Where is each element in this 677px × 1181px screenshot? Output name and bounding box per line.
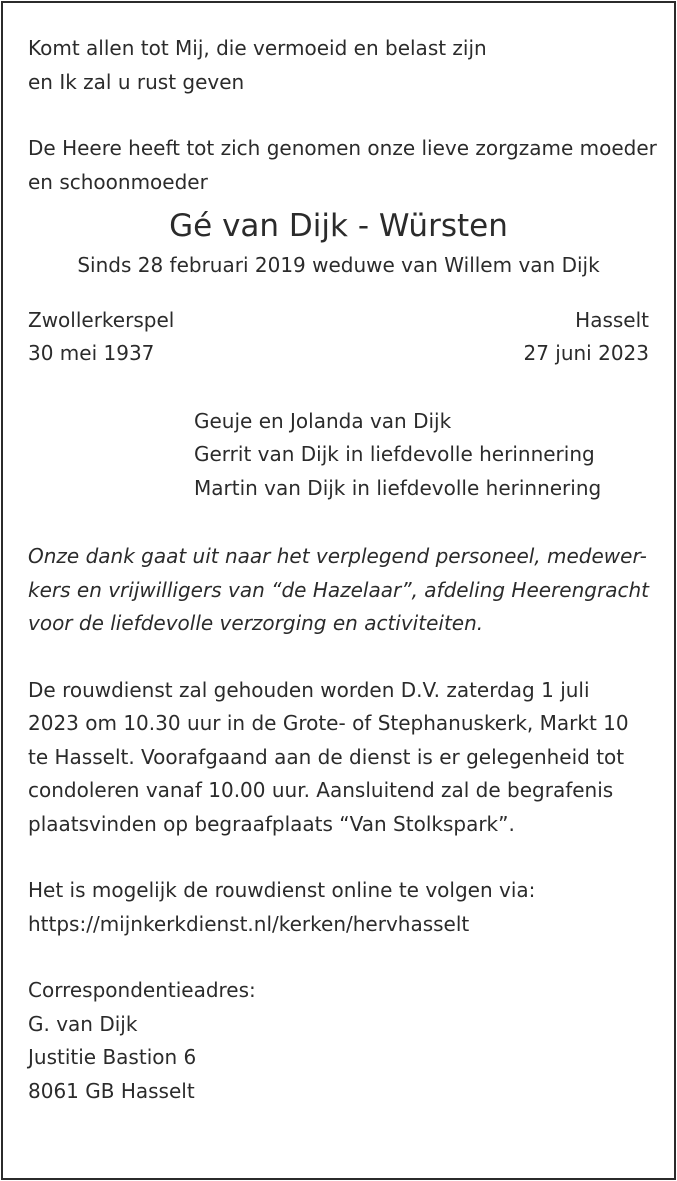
thanks-line: kers en vrijwilligers van “de Hazelaar”, afdeling Heerengracht	[28, 577, 649, 602]
bible-verse	[28, 32, 649, 99]
death-date: 27 juni 2023	[523, 341, 649, 365]
correspondence-heading: Correspondentieadres:	[28, 978, 256, 1002]
birth-date: 30 mei 1937	[28, 341, 155, 365]
announcement-line: en schoonmoeder	[28, 169, 208, 194]
widow-line: Sinds 28 februari 2019 weduwe van Willem van Dijk	[77, 253, 600, 277]
correspondence-street: Justitie Bastion 6	[28, 1045, 197, 1069]
correspondence-city: 8061 GB Hasselt	[28, 1078, 195, 1103]
deceased-name: Gé van Dijk - Würsten	[169, 208, 508, 244]
announcement	[28, 132, 657, 199]
service-line: plaatsvinden op begraafplaats “Van Stolkspark”.	[28, 811, 515, 836]
correspondence-address	[28, 974, 649, 1108]
family-member: Martin van Dijk in liefdevolle herinnering	[194, 475, 602, 500]
correspondence-name: G. van Dijk	[28, 1011, 138, 1036]
online-url: https://mijnkerkdienst.nl/kerken/hervhasselt	[28, 911, 470, 936]
obituary-content	[28, 32, 657, 1108]
birth-death-block	[28, 304, 649, 371]
service-line: De rouwdienst zal gehouden worden D.V. zaterdag 1 juli	[28, 677, 590, 702]
service-line: 2023 om 10.30 uur in de Grote- of Stephanuskerk, Markt 10	[28, 711, 629, 735]
announcement-line: De Heere heeft tot zich genomen onze lieve zorgzame moeder	[28, 136, 657, 160]
family-member: Geuje en Jolanda van Dijk	[194, 408, 452, 433]
service-line: condoleren vanaf 10.00 uur. Aansluitend zal de begrafenis	[28, 778, 614, 802]
service-paragraph	[28, 674, 649, 842]
family-member: Gerrit van Dijk in liefdevolle herinnering	[194, 442, 595, 466]
service-line: te Hasselt. Voorafgaand aan de dienst is er gelegenheid tot	[28, 744, 625, 769]
death-info	[523, 304, 649, 371]
thanks-line: voor de liefdevolle verzorging en activiteiten.	[28, 611, 484, 635]
birth-info	[28, 304, 174, 371]
online-paragraph	[28, 874, 649, 941]
birth-place: Zwollerkerspel	[28, 307, 175, 332]
online-line: Het is mogelijk de rouwdienst online te volgen via:	[28, 878, 536, 902]
verse-line: en Ik zal u rust geven	[28, 69, 245, 94]
verse-line: Komt allen tot Mij, die vermoeid en belast zijn	[28, 36, 487, 60]
family-list	[28, 405, 649, 506]
death-place: Hasselt	[575, 307, 649, 332]
obituary-card	[1, 1, 676, 1180]
thanks-line: Onze dank gaat uit naar het verplegend personeel, medewer-	[28, 544, 647, 568]
thanks-paragraph	[28, 540, 649, 641]
